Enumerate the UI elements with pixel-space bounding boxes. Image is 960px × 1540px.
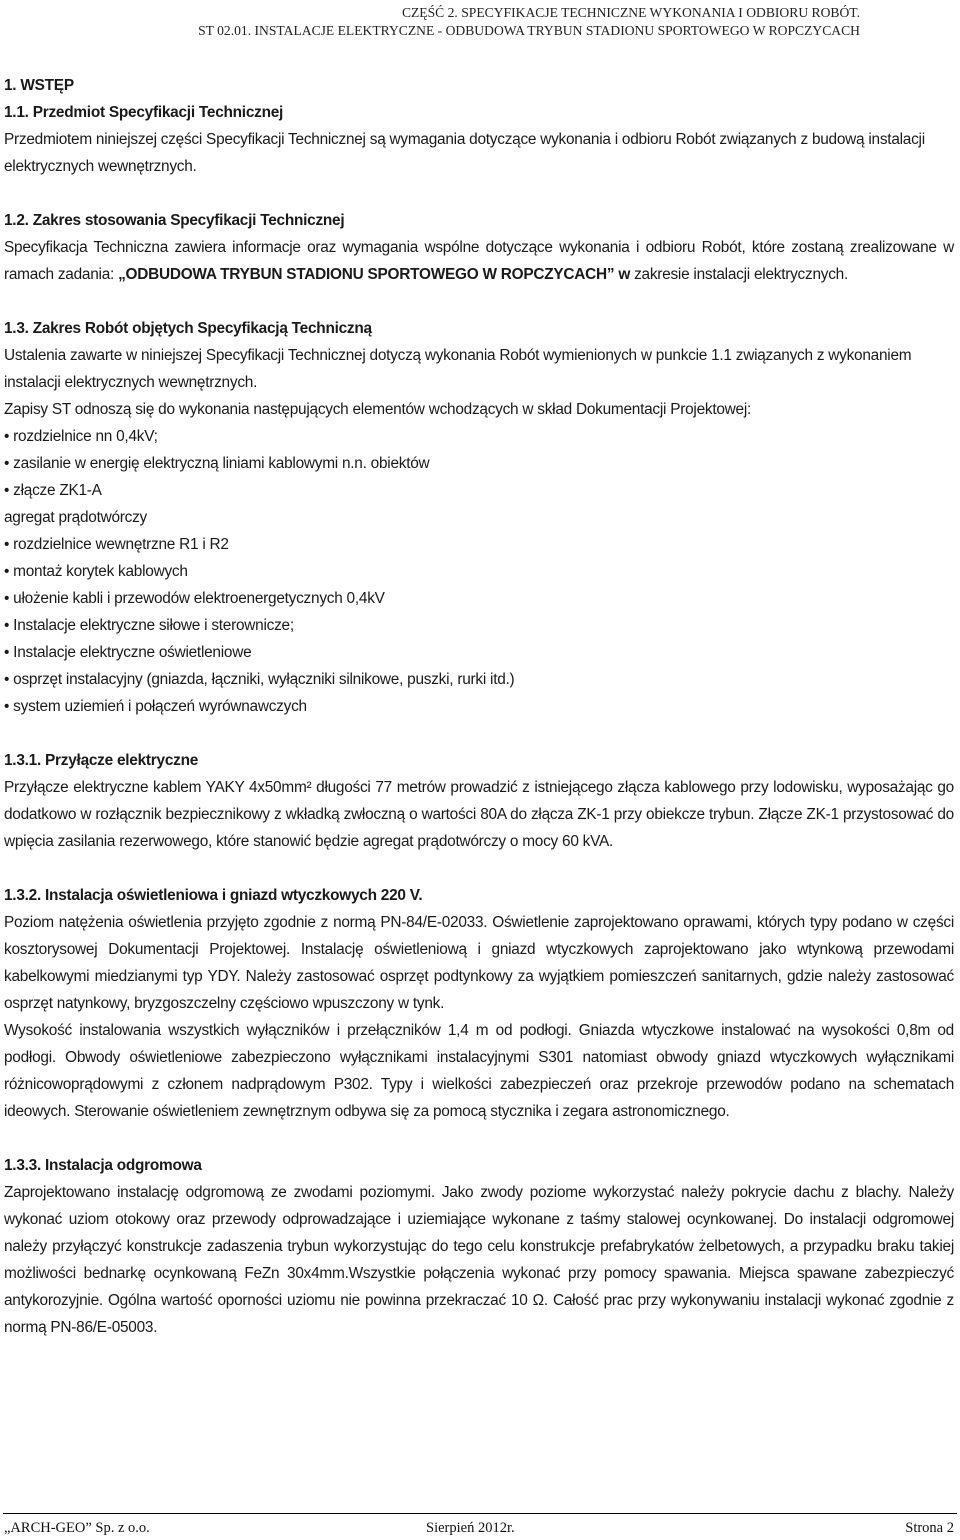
list-item: • rozdzielnice nn 0,4kV; [4,423,954,450]
list-item: agregat prądotwórczy [4,509,147,526]
list-item: • system uziemień i połączeń wyrównawczych [4,693,954,720]
list-item: • ułożenie kabli i przewodów elektroenergetycznych 0,4kV [4,585,954,612]
page-footer [4,1520,954,1538]
footer-company: „ARCH-GEO” Sp. z o.o. [4,1520,150,1536]
list-item: • montaż korytek kablowych [4,558,954,585]
section-1-3-text-2: Zapisy ST odnoszą się do wykonania następujących elementów wchodzących w skład Dokumentacji Projektowej: [4,401,752,418]
header-spec-title: ST 02.01. INSTALACJE ELEKTRYCZNE - ODBUDOWA TRYBUN STADIONU SPORTOWEGO W ROPCZYCACH [198,22,860,38]
section-1-3-3-text: Zaprojektowano instalację odgromową ze zwodami poziomymi. Jako zwody poziome wykorzystać należy pokrycie dachu z blachy. Należy wykonać uziom otokowy oraz przewody odprowadzające i uziemiające wykonane z taśmy stalowej ocynkowanej. Do instalacji odgromowej należy przyłączyć konstrukcje zadaszenia trybun wykorzystując do tego celu konstrukcje prefabrykatów żelbetowych, a przypadku braku takiej możliwości bednarkę ocynkowaną FeZn 30x4mm.Wszystkie połączenia wykonać przy pomocy spawania. Miejsca spawane zabezpieczyć antykorozyjnie. Ogólna wartość oporności uziomu nie powinna przekraczać 10 Ω. Całość prac przy wykonywaniu instalacji wykonać zgodnie z normą PN-86/E-05003. [4,1184,954,1336]
list-item: • Instalacje elektryczne siłowe i sterownicze; [4,612,954,639]
section-1-heading: 1. WSTĘP [4,77,74,94]
list-item: • zasilanie w energię elektryczną liniami kablowymi n.n. obiektów [4,450,954,477]
section-1-3-text-1: Ustalenia zawarte w niniejszej Specyfikacji Technicznej dotyczą wykonania Robót wymienionych w punkcie 1.1 związanych z wykonaniem instalacji elektrycznych wewnętrznych. [4,347,912,391]
section-1-3-heading: 1.3. Zakres Robót objętych Specyfikacją Techniczną [4,320,372,337]
section-1-1-text: Przedmiotem niniejszej części Specyfikacji Technicznej są wymagania dotyczące wykonania i odbioru Robót związanych z budową instalacji elektrycznych wewnętrznych. [4,131,925,175]
section-1-3-1-text: Przyłącze elektryczne kablem YAKY 4x50mm² długości 77 metrów prowadzić z istniejącego złącza kablowego przy lodowisku, wyposażając go dodatkowo w rozłącznik bezpiecznikowy z wkładką zwłoczną o wartości 80A do złącza ZK-1 przy obiekcze trybun. Złącze ZK-1 przystosować do wpięcia zasilania rezerwowego, które stanowić będzie agregat prądotwórczy o mocy 60 kVA. [4,779,954,850]
list-item: • złącze ZK1-A [4,477,954,504]
section-1-3-3-heading: 1.3.3. Instalacja odgromowa [4,1157,202,1174]
footer-page-number: Strona 2 [905,1520,954,1536]
task-name: „ODBUDOWA TRYBUN STADIONU SPORTOWEGO W ROPCZYCACH” w [118,266,631,283]
footer-date: Sierpień 2012r. [426,1520,515,1536]
list-item: • Instalacje elektryczne oświetleniowe [4,639,954,666]
section-1-3-2-text-2: Wysokość instalowania wszystkich wyłączników i przełączników 1,4 m od podłogi. Gniazda wtyczkowe instalować na wysokości 0,8m od podłogi. Obwody oświetleniowe zabezpieczono wyłącznikami instalacyjnymi S301 natomiast obwody gniazd wtyczkowych wyłącznikami różnicowoprądowymi z członem nadprądowym P302. Typy i wielkości zabezpieczeń oraz przekroje przewodów podano na schematach ideowych. Sterowanie oświetleniem zewnętrznym odbywa się za pomocą stycznika i zegara astronomicznego. [4,1022,954,1120]
header-part-title: CZĘŚĆ 2. SPECYFIKACJE TECHNICZNE WYKONANIA I ODBIORU ROBÓT. [401,5,860,20]
section-1-3-1-heading: 1.3.1. Przyłącze elektryczne [4,752,199,769]
section-1-2-text [4,234,954,288]
section-1-3-2-heading: 1.3.2. Instalacja oświetleniowa i gniazd wtyczkowych 220 V. [4,887,423,904]
section-1-2-heading: 1.2. Zakres stosowania Specyfikacji Technicznej [4,212,345,229]
list-item: • rozdzielnice wewnętrzne R1 i R2 [4,531,954,558]
section-1-2-text-a: Specyfikacja Techniczna zawiera informacje oraz wymagania wspólne dotyczące wykonania i odbioru Robót, które zostaną zrealizowane w ramach zadania: [4,239,954,283]
document-body [4,72,954,1341]
section-1-1-heading: 1.1. Przedmiot Specyfikacji Technicznej [4,104,284,121]
page-header [100,4,860,39]
list-item: • osprzęt instalacyjny (gniazda, łączniki, wyłączniki silnikowe, puszki, rurki itd.) [4,666,954,693]
section-1-3-2-text-1: Poziom natężenia oświetlenia przyjęto zgodnie z normą PN-84/E-02033. Oświetlenie zaprojektowano oprawami, których typy podano w części kosztorysowej Dokumentacji Projektowej. Instalację oświetleniową i gniazd wtyczkowych zaprojektowano jako wtynkową przewodami kabelkowymi miedzianymi typ YDY. Należy zastosować osprzęt podtynkowy za wyjątkiem pomieszczeń sanitarnych, gdzie należy zastosować osprzęt natynkowy, bryzgoszczelny częściowo wpuszczony w tynk. [4,914,954,1012]
section-1-2-text-b: zakresie instalacji elektrycznych. [630,266,848,283]
footer-divider [3,1513,957,1514]
